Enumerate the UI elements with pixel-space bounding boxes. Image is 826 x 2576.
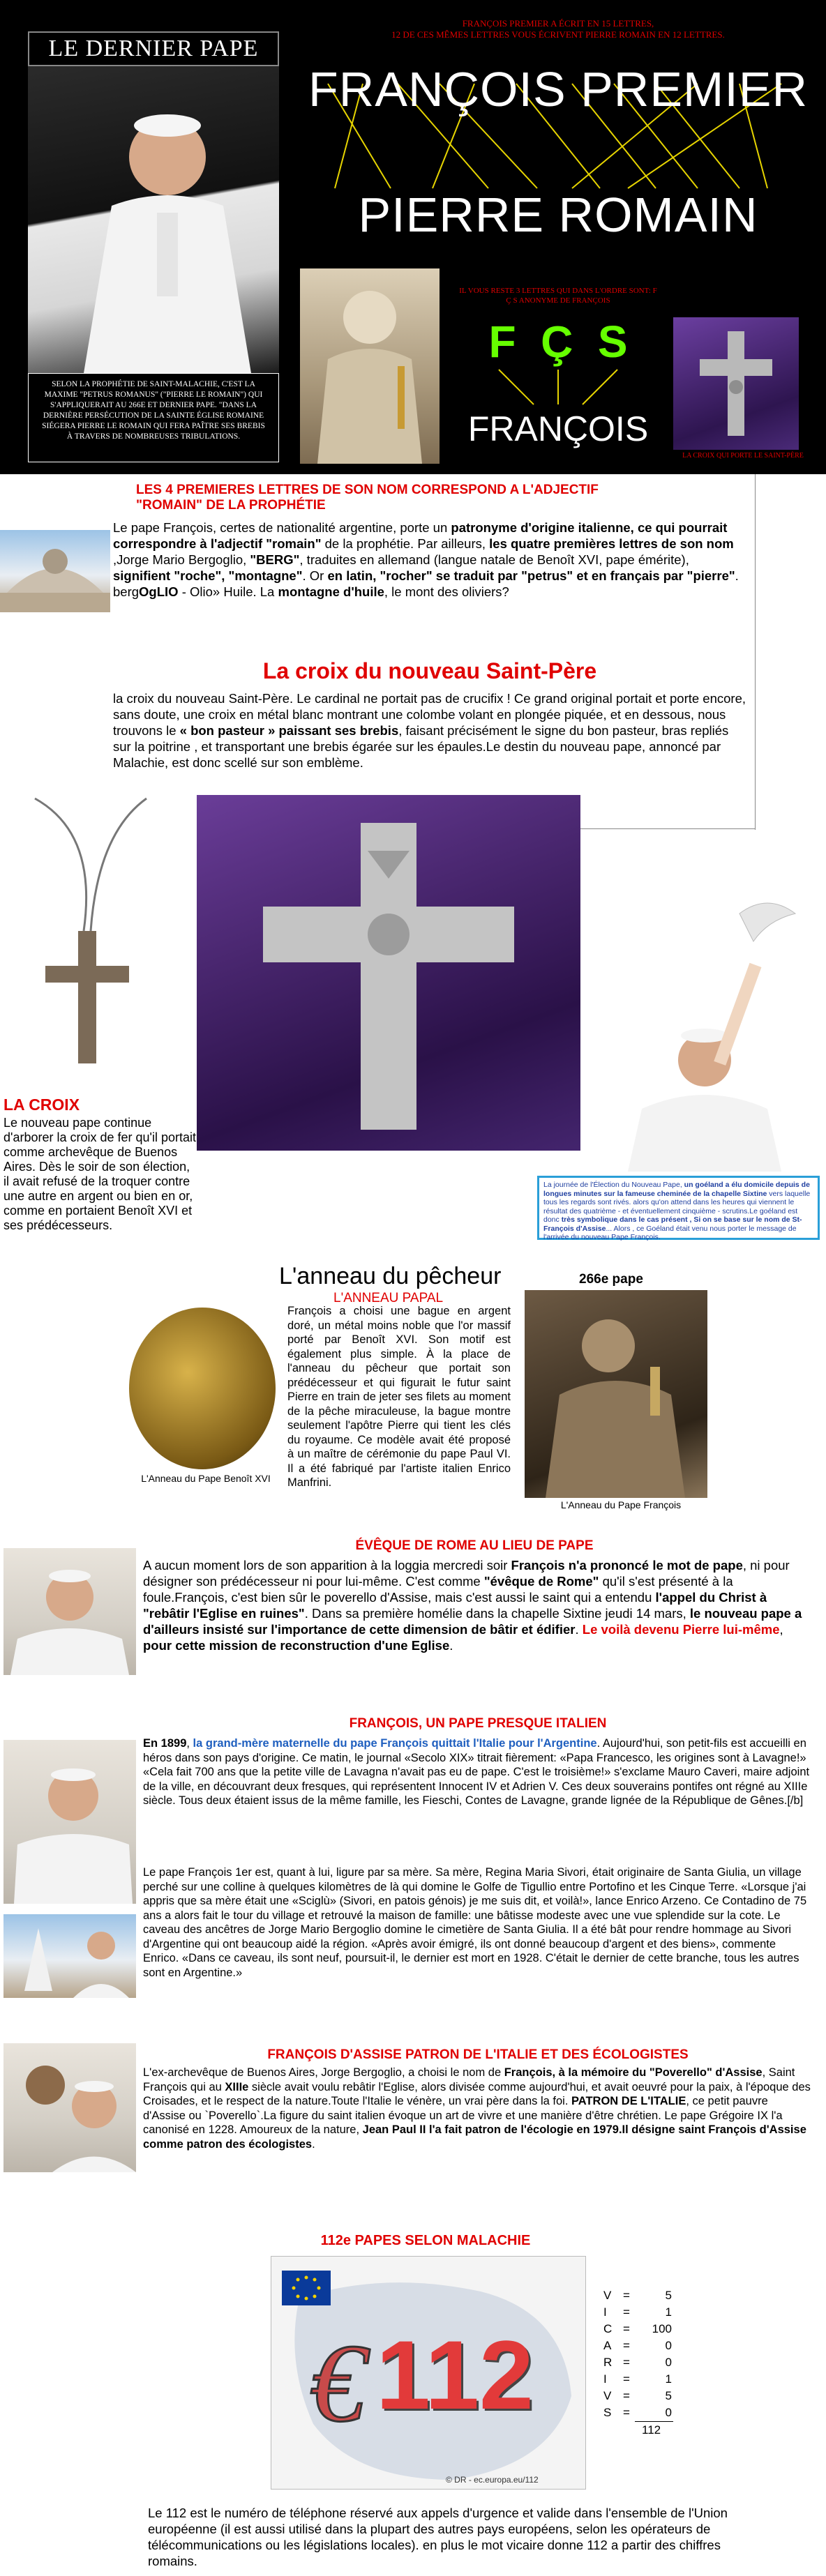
text-part: , faisant précisément le signe du bon pasteur, bras repliés sur la poitrine , et transportant une brebis égarée sur les épaules.Le destin du nouveau pape, annoncé par Malachie, est donc scellé sur son emblème. xyxy=(113,723,729,770)
text-part: L'ex-archevêque de Buenos Aires, Jorge Bergoglio, a choisi le nom de xyxy=(143,2066,504,2079)
text-bold: l'appel du Christ à "rebâtir l'Eglise en ruines" xyxy=(143,1590,767,1621)
italien-title: FRANÇOIS, UN PAPE PRESQUE ITALIEN xyxy=(349,1716,607,1731)
ring-francois-image xyxy=(525,1290,707,1498)
equals-sign: = xyxy=(623,2356,630,2369)
image-copyright: © DR - ec.europa.eu/112 xyxy=(446,2475,539,2485)
prophecy-note-box: SELON LA PROPHÉTIE DE SAINT-MALACHIE, C'EST LA MAXIME "PETRUS ROMANUS" ("PIERRE LE ROMAIN") QUI S'APPLIQUERAIT AU 266E ET DERNIER PAPE. "DANS LA DERNIÈRE PERSÉCUTION DE LA SAINTE ÉGLISE ROMAINE SIÉGERA PIERRE LE ROMAIN QUI FERA PAÎTRE SES BREBIS À TRAVERS DE NOMBREUSES TRIBULATIONS. xyxy=(28,373,279,462)
letter-char: A xyxy=(603,2339,612,2352)
necklace-cross-image xyxy=(14,791,160,1070)
text-part: la croix du nouveau Saint-Père. Le cardinal ne portait pas de crucifix ! Ce grand original portait et porte encore, sans doute, une croix en métal blanc montrant une colombe volant en plongée piquée, et en dessous, nous trouvons le xyxy=(113,691,746,738)
croix-text xyxy=(113,690,746,771)
name-pierre-romain: PIERRE ROMAIN xyxy=(358,188,758,242)
text-bold: En 1899 xyxy=(143,1737,187,1750)
pope-cross-large-image xyxy=(197,795,580,1151)
letter-value: 0 xyxy=(665,2406,672,2419)
la-croix-title: LA CROIX xyxy=(3,1096,80,1114)
equals-sign: = xyxy=(623,2322,630,2335)
letter-char: I xyxy=(603,2305,607,2319)
text-part: ... Alors , ce Goéland était venu nous porter le message de l'arrivée du nouveau Pape François. xyxy=(543,1224,797,1241)
top-note-2: 12 DE CES MÊMES LETTRES VOUS ÉCRIVENT PIERRE ROMAIN EN 12 LETTRES. xyxy=(391,29,725,40)
text-bold: le nouveau pape a d'ailleurs insisté sur l'importance de cette dimension de bâtir et édifier xyxy=(143,1606,802,1637)
text-part: Le pape François, certes de nationalité argentine, porte un xyxy=(113,520,451,535)
prophecy-title xyxy=(136,483,694,513)
ring-francois-caption: L'Anneau du Pape François xyxy=(560,1499,682,1510)
malachie-title: 112e PAPES SELON MALACHIE xyxy=(320,2233,531,2248)
malachie-text: Le 112 est le numéro de téléphone réservé aux appels d'urgence et valide dans l'ensemble de l'Union européenne (il est aussi utilisé dans la plupart des autres pays européens, selon les opérateurs de télécommunications ou les législations locales). en plus le mot vicaire donne 112 a partir des chiffres romains. xyxy=(148,2506,728,2568)
text-bold: patronyme d'origine italienne, ce qui pourrait correspondre à l'adjectif "romain" xyxy=(113,520,728,551)
text-part: , ni pour désigner son prédécesseur ni pour lui-même. C'est comme xyxy=(143,1558,790,1589)
vatican-square-image xyxy=(0,530,110,612)
pope-waving-image xyxy=(3,1548,136,1675)
text-bold: un goéland a élu domicile depuis de longues minutes sur la fameuse cheminée de la chapelle Sixtine xyxy=(543,1181,810,1198)
text-bold: « bon pasteur » paissant ses brebis xyxy=(179,723,399,738)
text-part: . xyxy=(449,1638,453,1653)
text-part: vers laquelle tous les regards sont rivés. alors qu'on attend dans les heures qui viennent le résultat des quatrième - et éventuellement cinquième - scrutins.Le goéland est donc xyxy=(543,1189,811,1224)
text-part: , xyxy=(186,1737,193,1750)
gray-divider-line-bottom xyxy=(572,828,756,829)
text-bold: très symbolique dans le cas présent , Si on se base sur le nom de St-François d'Assise xyxy=(543,1215,802,1233)
text-part: - Olio» Huile. La xyxy=(178,584,278,599)
text-part: ,Jorge Mario Bergoglio, xyxy=(113,552,250,567)
equals-sign: = xyxy=(623,2289,630,2302)
letter-value: 0 xyxy=(665,2356,672,2369)
name-francois-premier-text: FRANÇOIS PREMIER xyxy=(308,62,809,116)
letter-row xyxy=(603,2371,680,2388)
text-bold: PATRON DE L'ITALIE xyxy=(571,2095,686,2107)
text-part: . Dans sa première homélie dans la chapelle Sixtine jeudi 14 mars, xyxy=(304,1606,690,1621)
text-part: . xyxy=(312,2137,315,2151)
text-part: , traduites en allemand (langue natale de Benoît XVI, pape émérite), xyxy=(299,552,689,567)
anneau-subtitle: L'ANNEAU PAPAL xyxy=(333,1291,444,1305)
roman-letter-table xyxy=(603,2287,680,2439)
assise-text xyxy=(143,2066,813,2151)
text-part: . xyxy=(575,1622,583,1637)
text-bold: signifient "roche", "montagne" xyxy=(113,568,303,583)
letter-row xyxy=(603,2287,680,2304)
letter-value: 0 xyxy=(665,2339,672,2352)
prophecy-title-line-2: "ROMAIN" DE LA PROPHÉTIE xyxy=(136,498,326,513)
text-part: , xyxy=(779,1622,783,1637)
number-112-text: 112 xyxy=(376,2320,534,2430)
letter-value: 5 xyxy=(665,2389,672,2402)
letter-value: 5 xyxy=(665,2289,672,2302)
italien-text-2: Le pape François 1er est, quant à lui, ligure par sa mère. Sa mère, Regina Maria Sivori, était originaire de Santa Giulia, un village perché sur une colline à quelques kilomètres de là qui domine le Golfe de Tigullio entre Portofino et les Cinque Terre. «Lorsque j'ai appris que sa mère était une «Sciglù» (Sivori, en patois génois) je me suis dit, et voilà!», lance Enrico Arzeno. Ce Contadino de 75 ans a alors fait le tour du village et retrouvé la maison de famille: une bâtisse modeste avec une vue splendide sur la cote. Le caveau des ancêtres de Jorge Mario Bergoglio domine le cimetière de Santa Giulia. Il a été bât pour rendre hommage au Sivori d'Argentine qui ont beaucoup aidé la région. «Après avoir émigré, ils ont donné beaucoup d'argent et des biens», commente Enrico. «Dans ce caveau, ils sont neuf, poursuit-il, le dernier est mort en 1928. C'était le dernier de cette branche, tous les autres sont en Argentine.» xyxy=(143,1866,807,1979)
prophecy-text xyxy=(113,520,746,600)
text-bold: François, à la mémoire du "Poverello" d'Assise xyxy=(504,2066,763,2079)
letter-char: I xyxy=(603,2372,607,2386)
text-blue: la grand-mère maternelle du pape François quittait l'Italie pour l'Argentine xyxy=(193,1737,597,1750)
letter-char: C xyxy=(603,2322,613,2335)
la-croix-text: Le nouveau pape continue d'arborer la croix de fer qu'il portait comme archevêque de Buenos Aires. Dès le soir de son élection, il avait refusé de la troquer contre une autre en argent ou bien en or, comme en portaient Benoît XVI et ses prédécesseurs. xyxy=(3,1116,197,1232)
text-bold: Jean Paul II l'a fait patron de l'écologie en 1979.Il désigne saint François d'Assise comme patron des écologistes xyxy=(143,2123,806,2151)
pope-portrait-image xyxy=(28,66,279,373)
eveque-title: ÉVÊQUE DE ROME AU LIEU DE PAPE xyxy=(355,1538,594,1553)
text-part: , Saint François qui au xyxy=(143,2066,795,2093)
equals-sign: = xyxy=(623,2339,630,2352)
croix-title: La croix du nouveau Saint-Père xyxy=(262,658,597,683)
text-bold: les quatre premières lettres de son nom xyxy=(489,536,734,551)
text-part: qu'il s'est présenté à la foule.François, c'est bien sûr le poverello d'Assise, mais c'est aussi le saint qui a entendu xyxy=(143,1574,733,1605)
text-bold: en latin, "rocher" se traduit par "petrus" et en français par "pierre" xyxy=(327,568,735,583)
top-note-1: FRANÇOIS PREMIER A ÉCRIT EN 15 LETTRES, xyxy=(462,18,654,29)
letter-row xyxy=(603,2304,680,2321)
letter-row xyxy=(603,2354,680,2371)
ring-benoit-caption: L'Anneau du Pape Benoît XVI xyxy=(141,1473,271,1484)
letter-row xyxy=(603,2388,680,2404)
text-bold: pour cette mission de reconstruction d'une Eglise xyxy=(143,1638,450,1653)
gull-caption-box xyxy=(537,1176,820,1240)
letter-value: 1 xyxy=(665,2372,672,2386)
gray-divider-line xyxy=(755,474,756,830)
logo-title: LE DERNIER PAPE xyxy=(28,31,279,66)
letter-char: V xyxy=(603,2289,612,2302)
pope-number: 266e pape xyxy=(579,1272,643,1287)
text-part: La journée de l'Élection du Nouveau Pape, xyxy=(543,1181,684,1189)
cross-caption: LA CROIX QUI PORTE LE SAINT-PÈRE xyxy=(682,452,804,460)
letter-char: R xyxy=(603,2356,613,2369)
text-part: . Or xyxy=(302,568,328,583)
letter-row xyxy=(603,2404,680,2421)
equals-sign: = xyxy=(623,2372,630,2386)
equals-sign: = xyxy=(623,2389,630,2402)
text-part: siècle avait voulu rebâtir l'Eglise, alors divisée comme aujourd'hui, et avait oeuvré pour la paix, à l'époque des Croisades, et le respect de la nature.Toute l'Italie le vénère, un vrai père dans la foi. xyxy=(143,2080,811,2107)
saint-pierre-statue-image xyxy=(300,268,440,464)
ring-benoit-image xyxy=(129,1308,276,1469)
text-part: . berg xyxy=(113,568,739,599)
equals-sign: = xyxy=(623,2406,630,2419)
text-bold: montagne d'huile xyxy=(278,584,384,599)
text-bold: François n'a prononcé le mot de pape xyxy=(511,1558,743,1573)
name-francois-premier xyxy=(307,61,809,117)
pope-dove-image xyxy=(600,886,816,1172)
fcs-letters: F Ç S xyxy=(488,317,628,367)
letter-char: S xyxy=(603,2406,612,2419)
text-bold: "évêque de Rome" xyxy=(483,1574,599,1589)
text-bold: XIIIe xyxy=(225,2080,249,2093)
letter-char: V xyxy=(603,2389,612,2402)
anneau-text: François a choisi une bague en argent doré, un métal moins noble que l'or massif porté par Benoît XVI. Son motif est également plus simple. À la place de l'anneau du pêcheur que portait son prédécesseur et qui figurait le futur saint Pierre en train de jeter ses filets au moment de la pêche miraculeuse, la bague montre seulement l'apôtre Pierre qui tient les clés du royaume. Ce modèle avait été proposé à un maître de cérémonie du pape Paul VI. Il a été fabriqué par l'artiste italien Enrico Manfrini. xyxy=(287,1305,511,1489)
assise-title: FRANÇOIS D'ASSISE PATRON DE L'ITALIE ET DES ÉCOLOGISTES xyxy=(267,2047,689,2062)
total-value: 112 xyxy=(642,2423,661,2437)
prophecy-title-line-1: LES 4 PREMIERES LETTRES DE SON NOM CORRESPOND A L'ADJECTIF xyxy=(136,483,599,497)
anneau-title: L'anneau du pêcheur xyxy=(279,1263,502,1289)
text-part: . Aujourd'hui, son petit-fils est accueilli en héros dans son pays d'origine. Ce matin, le journal «Secolo XIX» titrait fièrement: «Papa Francesco, les origines sont à Lavagne!» «Cela fait 700 ans que la petite ville de Lavagna n'avait pas eu de pape. C'est le troisième!» s'exclame Mauro Caveri, maire adjoint de la ville, en découvrant deux fresques, qui représentent Innocent IV et Adrien V. Ces deux souverains pontifes ont régné au XIIIe siècle. Tous deux étaient issus de la même famille, les Fieschi, Contes de Lavagne, grande lignée de la République de Gênes.[/b] xyxy=(143,1737,810,1807)
text-part: , ce petit pauvre d'Assise ou `Poverello`.La figure du saint italien évoque un art de vivre et une manière d'être chrétien. Le pape Grégoire IX l'a canonisé en 1228. Amoureux de la nature, xyxy=(143,2095,783,2136)
text-part: de la prophétie. Par ailleurs, xyxy=(321,536,490,551)
pope-madonna-image xyxy=(3,1914,136,1998)
text-bold-red: Le voilà devenu Pierre lui-même xyxy=(582,1622,780,1637)
italien-text-1 xyxy=(143,1736,813,1808)
eveque-text xyxy=(143,1557,813,1653)
letter-row xyxy=(603,2338,680,2354)
saint-francis-collage-image xyxy=(3,2043,136,2172)
letter-row xyxy=(603,2321,680,2338)
fcs-connector-graphic xyxy=(457,366,659,408)
letter-value: 100 xyxy=(652,2322,672,2335)
text-part: , le mont des oliviers? xyxy=(384,584,509,599)
text-part: A aucun moment lors de son apparition à la loggia mercredi soir xyxy=(143,1558,511,1573)
fcs-note: IL VOUS RESTE 3 LETTRES QUI DANS L'ORDRE SONT: F Ç S ANONYME DE FRANÇOIS xyxy=(459,287,657,305)
svg-text:€: € xyxy=(310,2321,366,2445)
pope-blessing-image xyxy=(3,1740,136,1904)
equals-sign: = xyxy=(623,2305,630,2319)
text-bold: "BERG" xyxy=(250,552,300,567)
pope-cross-small-image xyxy=(673,317,799,450)
word-francois: FRANÇOIS xyxy=(467,409,649,448)
number-112-image xyxy=(271,2256,586,2490)
text-bold: OgLIO xyxy=(139,584,179,599)
letter-value: 1 xyxy=(665,2305,672,2319)
